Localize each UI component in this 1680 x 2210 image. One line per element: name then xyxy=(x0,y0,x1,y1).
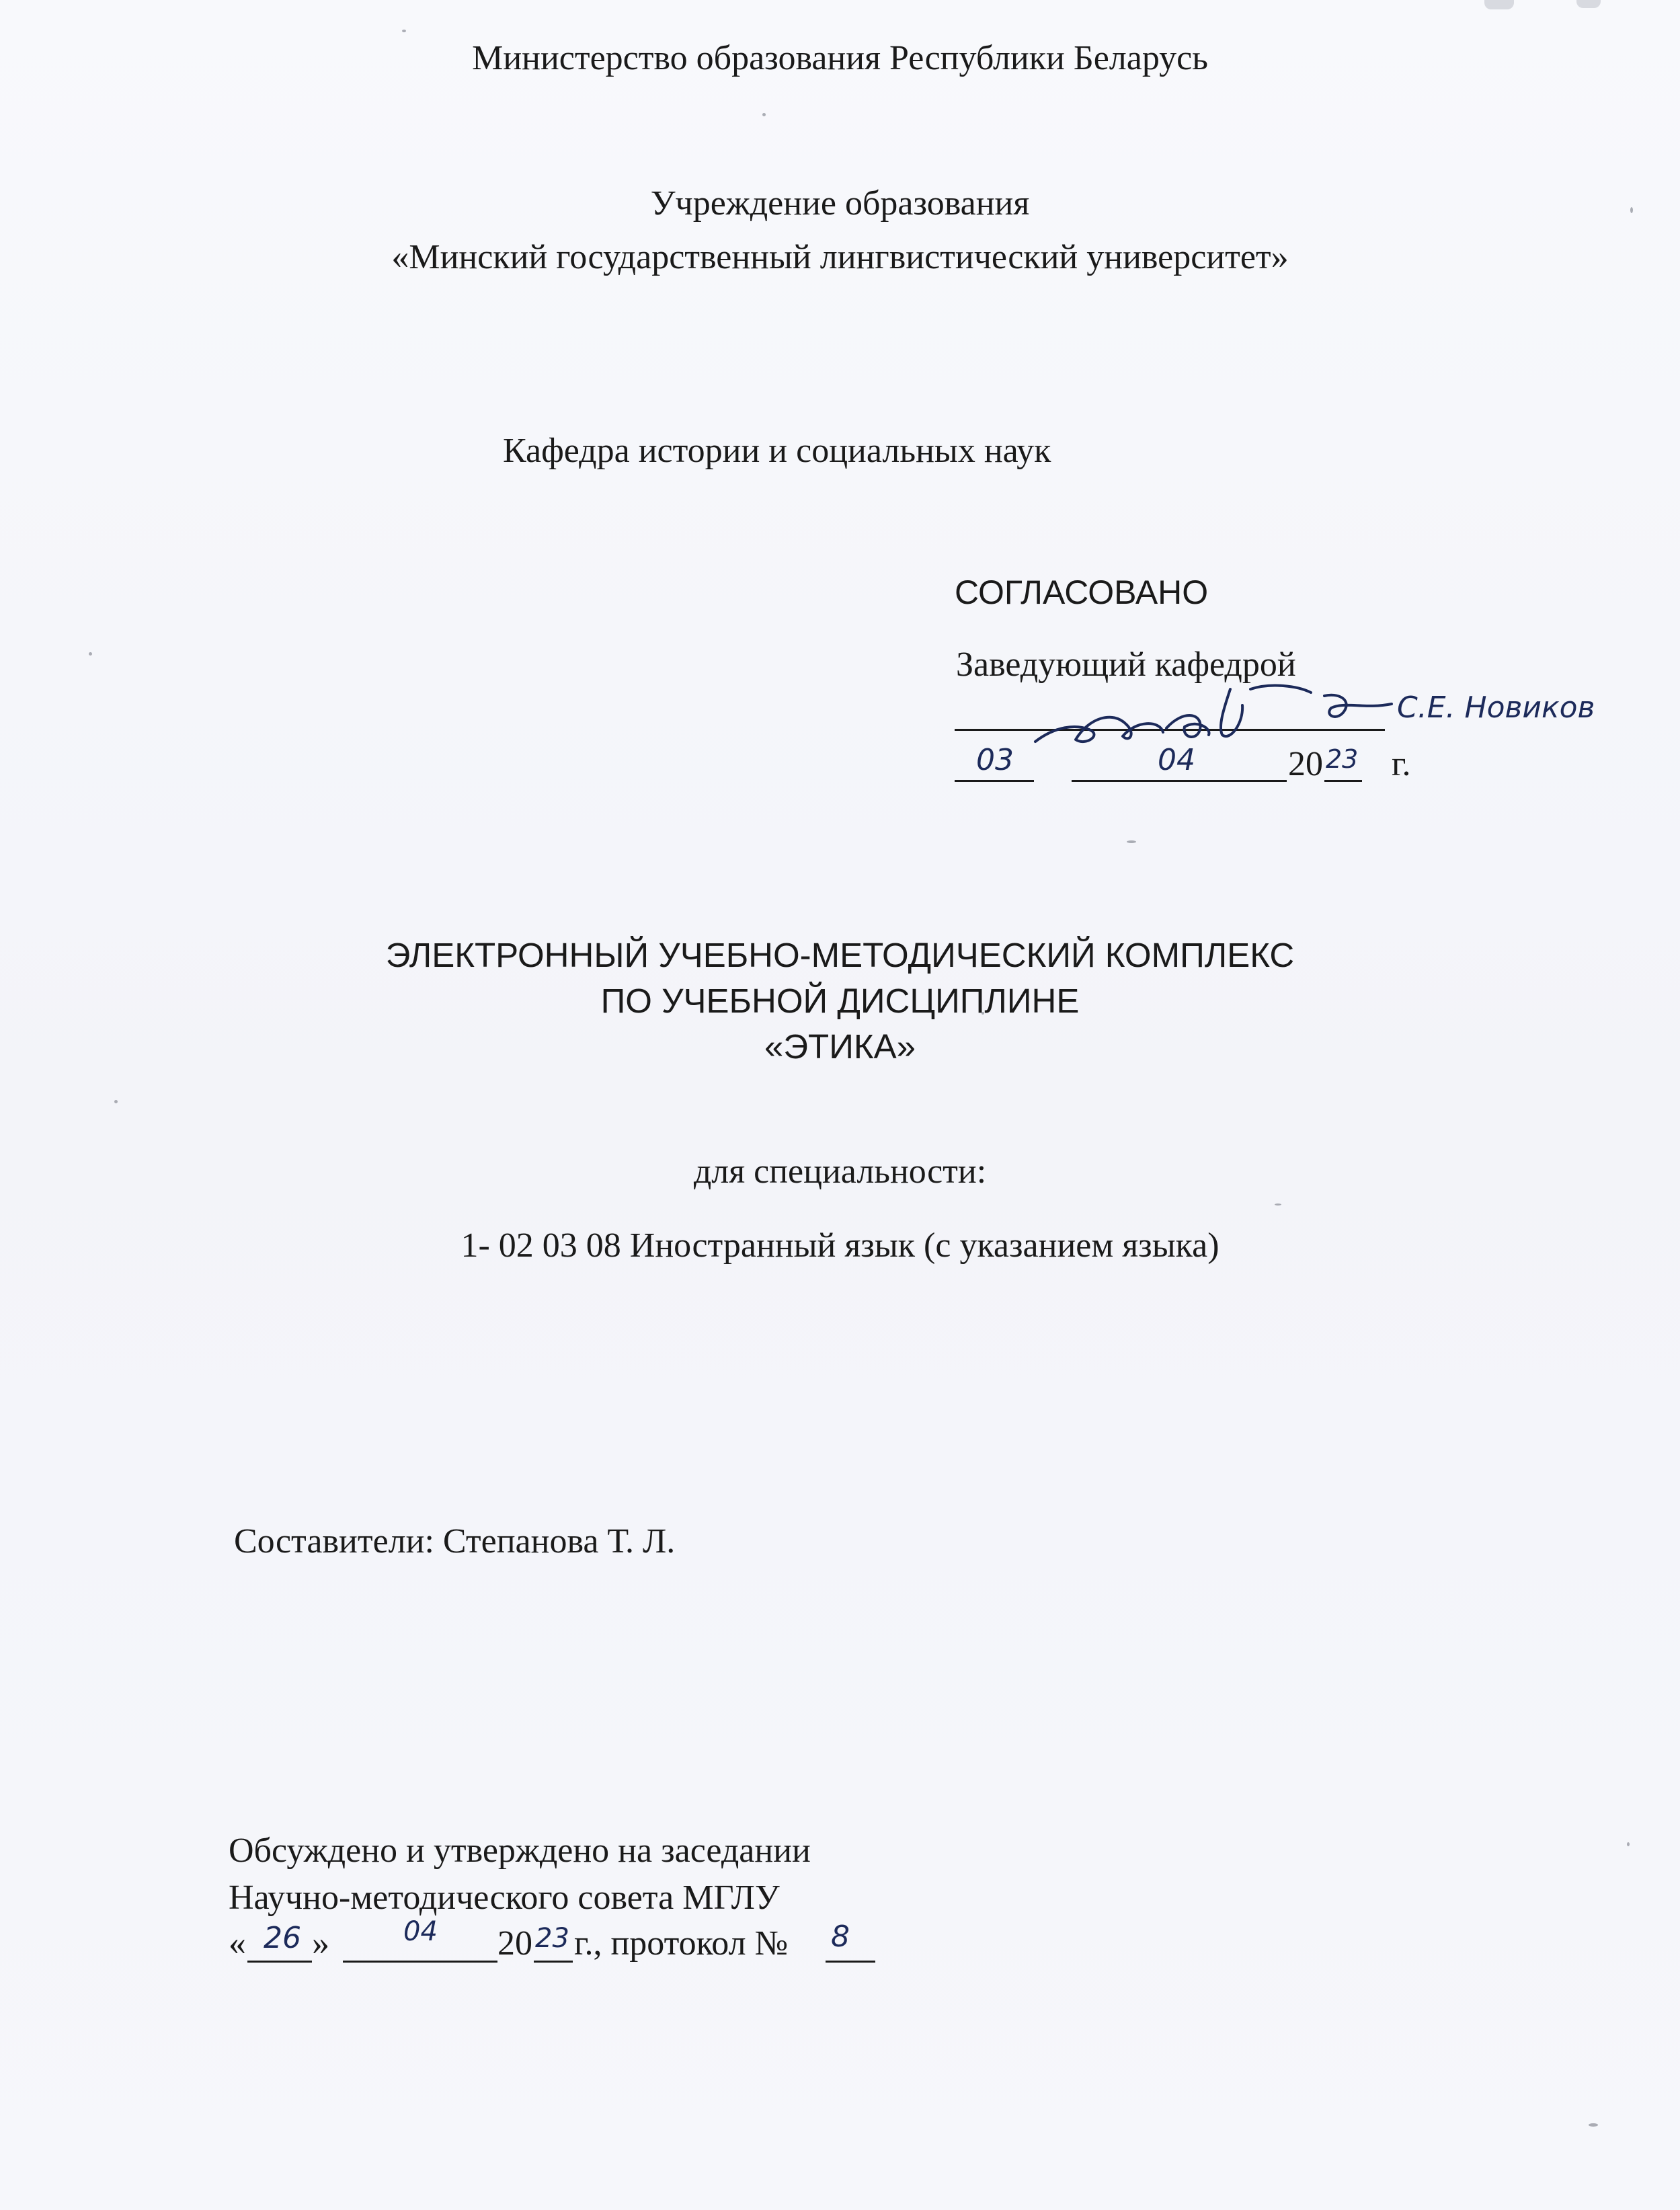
scan-speck xyxy=(1127,840,1136,843)
handwritten-signature xyxy=(1029,662,1405,750)
date-year-line xyxy=(1324,780,1362,782)
institution-name: «Минский государственный лингвистический университет» xyxy=(391,238,1289,276)
scan-speck xyxy=(1627,1842,1630,1846)
date-day: 03 xyxy=(976,743,1014,777)
date-year-suffix: 23 xyxy=(1326,744,1359,774)
specialty-value: 1- 02 03 08 Иностранный язык (с указанием языка) xyxy=(461,1226,1219,1265)
scan-speck xyxy=(89,652,92,656)
council-month-line xyxy=(343,1961,497,1963)
council-month: 04 xyxy=(403,1916,438,1947)
approval-position: Заведующий кафедрой xyxy=(956,645,1296,684)
corner-smudge xyxy=(1576,0,1601,8)
council-quote-open: « xyxy=(229,1924,246,1963)
document-title-line3: «ЭТИКА» xyxy=(764,1027,916,1066)
ministry-name: Министерство образования Республики Беларусь xyxy=(472,39,1208,77)
signature-name: С.Е. Новиков xyxy=(1397,690,1595,725)
date-year-unit: г. xyxy=(1392,745,1411,783)
council-protocol-number: 8 xyxy=(831,1920,850,1954)
council-year-prefix: 20 xyxy=(497,1924,532,1963)
council-year-suffix: 23 xyxy=(535,1923,569,1954)
date-month: 04 xyxy=(1158,743,1195,777)
council-quote-close: » xyxy=(312,1924,329,1963)
council-day: 26 xyxy=(264,1921,301,1955)
scan-speck xyxy=(402,30,406,32)
council-year-line xyxy=(534,1961,573,1963)
council-line2: Научно-методического совета МГЛУ xyxy=(229,1879,780,1917)
date-year-prefix: 20 xyxy=(1288,745,1323,783)
council-day-line xyxy=(247,1961,312,1963)
council-protocol-line xyxy=(826,1961,875,1963)
specialty-label: для специальности: xyxy=(693,1152,987,1191)
scan-speck xyxy=(114,1100,118,1103)
document-title-line2: ПО УЧЕБНОЙ ДИСЦИПЛИНЕ xyxy=(600,982,1080,1020)
scan-speck xyxy=(1275,1203,1281,1206)
corner-smudge xyxy=(1484,0,1514,9)
document-title-line1: ЭЛЕКТРОННЫЙ УЧЕБНО-МЕТОДИЧЕСКИЙ КОМПЛЕКС xyxy=(385,936,1295,974)
department-name: Кафедра истории и социальных наук xyxy=(503,432,1051,470)
council-protocol-label: г., протокол № xyxy=(574,1924,789,1963)
compilers: Составители: Степанова Т. Л. xyxy=(234,1522,676,1561)
council-line1: Обсуждено и утверждено на заседании xyxy=(229,1831,811,1870)
institution-type: Учреждение образования xyxy=(650,184,1030,223)
approval-stamp: СОГЛАСОВАНО xyxy=(955,574,1209,611)
scan-speck xyxy=(762,113,766,116)
scan-speck xyxy=(1589,2123,1598,2127)
